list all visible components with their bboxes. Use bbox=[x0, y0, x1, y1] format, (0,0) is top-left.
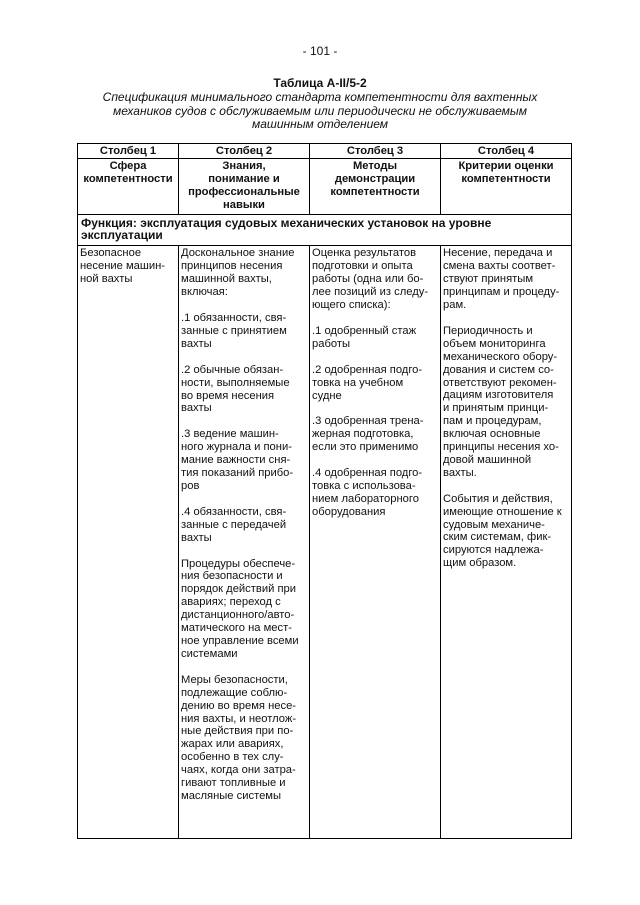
cell-paragraph: Доскональное знание принципов несения машинной вахты, включая: bbox=[181, 247, 295, 299]
methods-cell bbox=[310, 246, 441, 839]
cell-paragraph: .3 одобренная трена- жерная подготовка, если это применимо bbox=[312, 415, 424, 454]
cell-paragraph: .2 одобренная подго- товка на учебном судне bbox=[312, 363, 423, 402]
column-header: Знания, понимание и профессиональные навыки bbox=[179, 158, 310, 214]
column-number-row bbox=[78, 144, 572, 159]
cell-paragraph: .1 одобренный стаж работы bbox=[312, 324, 417, 350]
cell-paragraph: .3 ведение машин- ного журнала и пони- мание важности сня- тия показаний прибо- ров bbox=[181, 428, 294, 492]
function-row bbox=[78, 214, 572, 246]
cell-paragraph: Периодичность и объем мониторинга механического обору- дования и систем со- ответствуют рекомен- дациям изготовителя и принятым принци- пам и процедурам, включая основные принципы несения хо- довой машинной вахты. bbox=[443, 324, 559, 479]
column-header-row bbox=[78, 158, 572, 214]
cell-paragraph: Несение, передача и смена вахты соответ- ствуют принятым принципам и процеду- рам. bbox=[443, 247, 560, 311]
cell-paragraph: .1 обязанности, свя- занные с принятием вахты bbox=[181, 311, 287, 350]
column-number: Столбец 4 bbox=[441, 144, 572, 159]
page-number: - 101 - bbox=[302, 44, 338, 58]
table-body-row bbox=[78, 246, 572, 839]
cell-paragraph: Оценка результатов подготовки и опыта работы (одна или бо- лее позиций из следу- ющего списка): bbox=[312, 247, 429, 311]
column-header: Сфера компетентности bbox=[78, 158, 179, 214]
column-number: Столбец 1 bbox=[78, 144, 179, 159]
function-label: Функция: эксплуатация судовых механических установок на уровне эксплуатации bbox=[78, 214, 572, 246]
table-subtitle: Спецификация минимального стандарта компетентности для вахтенных механиков судов с обслуживаемым или периодически не обслуживаемым машинным отделением bbox=[102, 90, 538, 132]
cell-paragraph: События и действия, имеющие отношение к судовым механиче- ским системам, фик- сируются надлежа- щим образом. bbox=[443, 492, 562, 570]
criteria-cell bbox=[441, 246, 572, 839]
cell-paragraph: Безопасное несение машин- ной вахты bbox=[80, 247, 166, 286]
column-number: Столбец 2 bbox=[179, 144, 310, 159]
cell-paragraph: Процедуры обеспече- ния безопасности и порядок действий при авариях; переход с дистанционного/авто- матического на мест- ное управление всеми системами bbox=[181, 557, 299, 660]
knowledge-cell bbox=[179, 246, 310, 839]
cell-paragraph: .4 одобренная подго- товка с использова- нием лабораторного оборудования bbox=[312, 467, 423, 518]
column-number: Столбец 3 bbox=[310, 144, 441, 159]
cell-paragraph: .4 обязанности, свя- занные с передачей вахты bbox=[181, 505, 287, 544]
table-title: Таблица A-II/5-2 bbox=[273, 76, 367, 90]
column-header: Критерии оценки компетентности bbox=[441, 158, 572, 214]
cell-paragraph: Меры безопасности, подлежащие соблю- дению во время несе- ния вахты, и неотлож- ные действия при по- жарах или авариях, особенно в тех слу- чаях, когда они затра- гивают топливные и масляные системы bbox=[181, 673, 297, 802]
cell-paragraph: .2 обычные обязан- ности, выполняемые во время несения вахты bbox=[181, 363, 290, 415]
competence-table bbox=[77, 143, 572, 839]
competence-cell bbox=[78, 246, 179, 839]
column-header: Методы демонстрации компетентности bbox=[310, 158, 441, 214]
